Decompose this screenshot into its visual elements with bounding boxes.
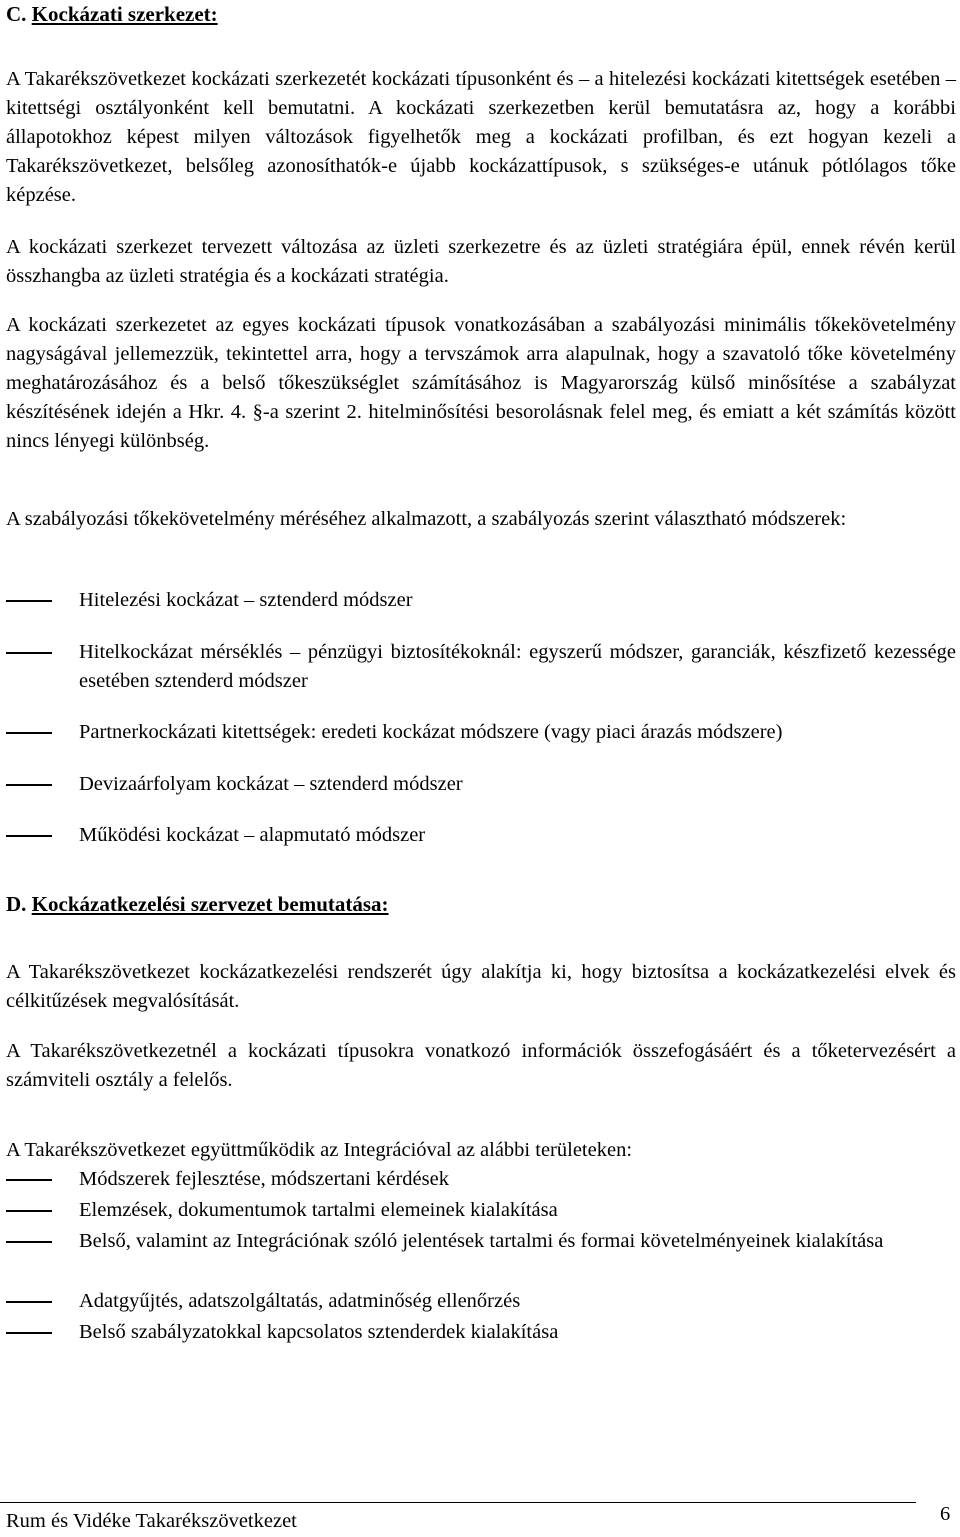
dash-bullet-icon	[6, 732, 52, 734]
dash-bullet-icon	[6, 600, 52, 602]
methods-list-item-text: Működési kockázat – alapmutató módszer	[79, 824, 426, 846]
dash-bullet-icon	[6, 1210, 52, 1212]
dash-bullet-icon	[6, 1241, 52, 1243]
footer-organization: Rum és Vidéke Takarékszövetkezet	[6, 1510, 297, 1532]
methods-list-item	[6, 638, 956, 696]
dash-bullet-icon	[6, 1301, 52, 1303]
methods-list-item	[6, 586, 956, 615]
section-d-number: D.	[6, 892, 27, 916]
methods-list-item-text: Hitelezési kockázat – sztenderd módszer	[79, 589, 413, 611]
dash-bullet-icon	[6, 784, 52, 786]
areas-list-item-text: Adatgyűjtés, adatszolgáltatás, adatminőség ellenőrzés	[79, 1290, 521, 1312]
dash-bullet-icon	[6, 1179, 52, 1181]
section-d-title: Kockázatkezelési szervezet bemutatása:	[31, 892, 389, 916]
dash-bullet-icon	[6, 652, 52, 654]
methods-list-item-text: Partnerkockázati kitettségek: eredeti kockázat módszere (vagy piaci árazás módszere)	[79, 721, 783, 743]
methods-list-item	[6, 821, 956, 850]
methods-list-item-text: Hitelkockázat mérséklés – pénzügyi biztosítékoknál: egyszerű módszer, garanciák, készfizető kezessége esetében sztenderd módszer	[79, 641, 956, 692]
section-d-paragraph-1: A Takarékszövetkezet kockázatkezelési rendszerét úgy alakítja ki, hogy biztosítsa a kockázatkezelési elvek és célkitűzések megvalósítását.	[6, 961, 956, 1012]
section-d-paragraph-2: A Takarékszövetkezetnél a kockázati típusokra vonatkozó információk összefogásáért és a tőketervezésért a számviteli osztály a felelős.	[6, 1040, 956, 1091]
areas-list-item	[6, 1196, 956, 1225]
section-d-heading	[6, 890, 389, 919]
areas-list-item-text: Belső, valamint az Integrációnak szóló jelentések tartalmi és formai követelményeinek kialakítása	[79, 1230, 884, 1252]
section-c-title: Kockázati szerkezet:	[31, 2, 218, 26]
footer-page-number: 6	[940, 1503, 951, 1525]
areas-list-item-text: Elemzések, dokumentumok tartalmi elemeinek kialakítása	[79, 1199, 558, 1221]
dash-bullet-icon	[6, 1332, 52, 1334]
areas-list-item-text: Belső szabályzatokkal kapcsolatos sztenderdek kialakítása	[79, 1321, 559, 1343]
areas-list-item	[6, 1287, 956, 1316]
footer-rule	[0, 1502, 916, 1503]
section-c-heading	[6, 0, 218, 29]
section-d-paragraph-3: A Takarékszövetkezet együttműködik az Integrációval az alábbi területeken:	[6, 1139, 633, 1161]
areas-list-item	[6, 1318, 956, 1347]
areas-list-item-text: Módszerek fejlesztése, módszertani kérdések	[79, 1168, 449, 1190]
dash-bullet-icon	[6, 835, 52, 837]
methods-list-item	[6, 770, 956, 799]
section-c-paragraph-2: A kockázati szerkezet tervezett változása az üzleti szerkezetre és az üzleti stratégiára épül, ennek révén kerül összhangba az üzleti stratégia és a kockázati stratégia.	[6, 236, 956, 287]
section-c-paragraph-1: A Takarékszövetkezet kockázati szerkezetét kockázati típusonként és – a hitelezési kockázati kitettségek esetében – kitettségi osztályonként kell bemutatni. A kockázati szerkezetben kerül bemutatásra az, hogy a korábbi állapotokhoz képest milyen változások figyelhetők meg a kockázati profilban, és ezt hogyan kezeli a Takarékszövetkezet, belsőleg azonosíthatók-e újabb kockázattípusok, s szükséges-e utánuk pótlólagos tőke képzése.	[6, 68, 956, 206]
areas-list-item	[6, 1227, 956, 1256]
methods-list-item	[6, 718, 956, 747]
section-c-number: C.	[6, 2, 27, 26]
areas-list-item	[6, 1165, 956, 1194]
methods-list-item-text: Devizaárfolyam kockázat – sztenderd módszer	[79, 773, 463, 795]
section-c-paragraph-3: A kockázati szerkezetet az egyes kockázati típusok vonatkozásában a szabályozási minimális tőkekövetelmény nagyságával jellemezzük, tekintettel arra, hogy a tervszámok arra alapulnak, hogy a szavatoló tőke követelmény meghatározásához és a belső tőkeszükséglet számításához is Magyarország külső minősítése a szabályzat készítésének idején a Hkr. 4. §-a szerint 2. hitelminősítési besorolásnak felel meg, és emiatt a két számítás között nincs lényegi különbség.	[6, 314, 956, 452]
section-c-paragraph-4: A szabályozási tőkekövetelmény méréséhez alkalmazott, a szabályozás szerint választható módszerek:	[6, 508, 847, 530]
